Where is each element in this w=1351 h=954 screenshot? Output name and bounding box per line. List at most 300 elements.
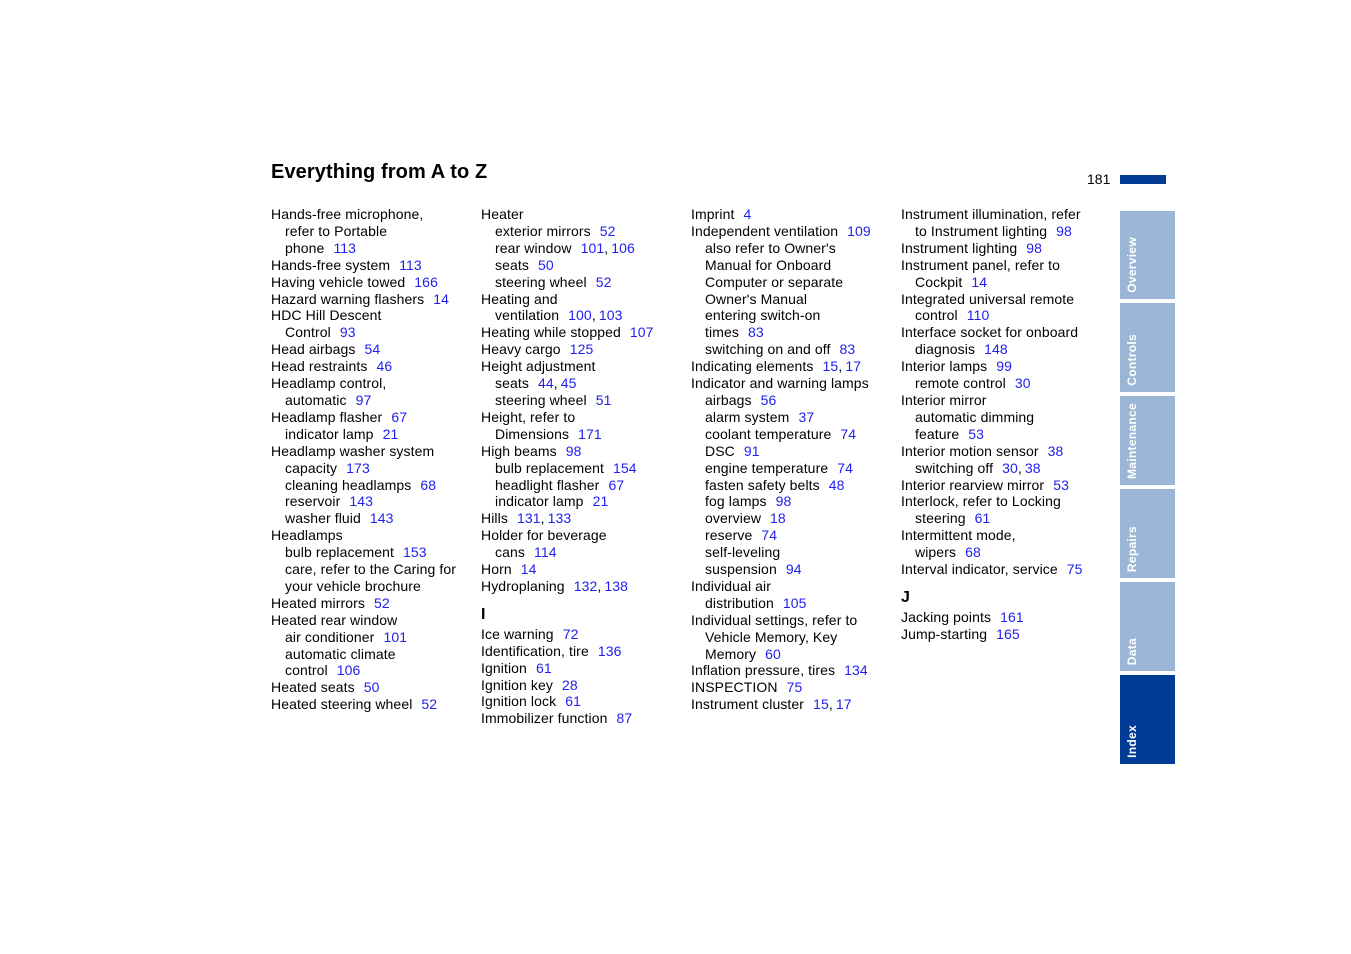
page-reference-link[interactable]: 14	[433, 290, 450, 307]
index-line	[481, 527, 681, 544]
page-reference-link[interactable]: 38	[1047, 442, 1064, 459]
index-term: indicator lamp	[495, 493, 584, 510]
index-entry	[901, 324, 1116, 358]
index-subentry	[691, 460, 891, 477]
index-subentry	[691, 307, 891, 341]
page-reference-link[interactable]: 18	[770, 510, 786, 527]
page-reference-link[interactable]: 14	[971, 273, 988, 290]
index-line	[271, 544, 471, 561]
index-line	[271, 612, 471, 629]
index-line	[901, 561, 1116, 578]
index-term: also refer to Owner's	[705, 239, 836, 256]
index-term: DSC	[705, 442, 735, 459]
index-subentry	[691, 426, 891, 443]
index-term: fasten safety belts	[705, 476, 820, 493]
index-subentry	[691, 493, 891, 510]
index-term: wipers	[915, 544, 957, 561]
index-line	[481, 358, 681, 375]
page-reference-link[interactable]: 165	[996, 625, 1020, 642]
tab-index[interactable]	[1120, 675, 1175, 764]
tab-label: Repairs	[1125, 525, 1139, 572]
page-reference-link[interactable]: 131	[516, 510, 541, 527]
index-term: Heating while stopped	[481, 324, 621, 341]
index-term: Headlamp control,	[271, 375, 387, 392]
index-line	[481, 660, 681, 677]
index-entry	[901, 291, 1116, 325]
index-line	[901, 527, 1116, 544]
index-subentry	[271, 544, 471, 561]
index-term: Ignition lock	[481, 693, 557, 710]
index-line	[481, 643, 681, 660]
index-line	[901, 206, 1116, 223]
index-term: Heated mirrors	[271, 594, 365, 611]
index-term: cans	[495, 544, 525, 561]
index-entry	[481, 206, 681, 223]
tab-overview[interactable]	[1120, 211, 1175, 299]
index-term: distribution	[705, 594, 774, 611]
page-reference-link[interactable]: 101	[580, 239, 605, 256]
page-reference-link[interactable]: 30	[1014, 375, 1031, 392]
tab-controls[interactable]	[1120, 303, 1175, 392]
index-entry	[901, 493, 1116, 527]
index-term: to Instrument lighting	[915, 222, 1048, 239]
page-reference-link[interactable]: 100	[568, 307, 592, 324]
page-reference-link[interactable]: 52	[373, 594, 390, 611]
index-line	[271, 274, 471, 291]
index-line	[271, 240, 471, 257]
index-subentry	[691, 409, 891, 426]
index-term: Headlamp flasher	[271, 408, 383, 425]
index-line	[271, 561, 471, 578]
page-reference-link[interactable]: 56	[760, 391, 777, 408]
index-line	[271, 527, 471, 544]
index-subentry	[481, 257, 681, 274]
index-line	[481, 426, 681, 443]
index-line	[691, 595, 891, 612]
index-term: control	[285, 662, 328, 679]
index-term: switching off	[915, 459, 994, 476]
page-reference-link[interactable]: 125	[569, 341, 594, 358]
page-reference-link[interactable]: 51	[595, 391, 612, 408]
index-entry	[271, 679, 471, 696]
index-term: Hands-free microphone,	[271, 206, 424, 222]
index-term: HDC Hill Descent	[271, 307, 382, 324]
index-entry	[901, 392, 1116, 409]
tab-label: Index	[1125, 725, 1139, 758]
index-term: remote control	[915, 375, 1006, 392]
index-line: Hills 131, 133	[481, 510, 572, 527]
page-reference-link[interactable]: 61	[535, 659, 552, 676]
index-entry	[481, 710, 681, 727]
index-line	[481, 710, 681, 727]
page-reference-link[interactable]: 133	[547, 510, 572, 527]
page-reference-link[interactable]: 136	[597, 642, 622, 659]
index-term: refer to Portable	[285, 222, 388, 239]
index-line	[901, 477, 1116, 494]
index-line: ventilation 100, 103	[495, 307, 623, 324]
index-line	[691, 307, 891, 324]
page-reference-link[interactable]: 87	[616, 710, 633, 727]
index-entry	[271, 257, 471, 274]
index-term: Ignition	[481, 659, 527, 676]
page-number-bar	[1120, 175, 1166, 184]
index-line	[481, 544, 681, 561]
page-reference-link[interactable]: 44	[537, 375, 554, 392]
index-line	[691, 629, 891, 646]
index-entry	[691, 358, 891, 375]
index-term: washer fluid	[285, 510, 361, 527]
page-reference-link[interactable]: 67	[391, 408, 408, 425]
index-line: Indicating elements 15, 17	[691, 358, 862, 375]
index-term: Heated rear window	[271, 611, 398, 628]
index-entry	[901, 257, 1116, 291]
index-line	[691, 426, 891, 443]
index-entry	[271, 341, 471, 358]
index-line	[271, 477, 471, 494]
page-reference-link[interactable]: 94	[785, 561, 802, 578]
index-entry	[481, 341, 681, 358]
index-line	[691, 341, 891, 358]
page-reference-link[interactable]: 68	[420, 476, 437, 493]
index-line	[901, 409, 1116, 426]
page-reference-link[interactable]: 91	[743, 442, 760, 459]
tab-data[interactable]	[1120, 582, 1175, 671]
page-reference-link[interactable]: 173	[346, 459, 370, 476]
index-line	[271, 257, 471, 274]
page-reference-link[interactable]: 103	[598, 307, 623, 324]
index-entry	[481, 409, 681, 443]
index-entry	[901, 527, 1116, 561]
index-line	[481, 341, 681, 358]
page-reference-link[interactable]: 21	[382, 425, 399, 442]
tab-repairs[interactable]	[1120, 489, 1175, 578]
page-reference-link[interactable]: 153	[403, 544, 427, 561]
page-reference-link[interactable]: 30	[1002, 459, 1018, 476]
page-reference-link[interactable]: 98	[1056, 222, 1072, 239]
index-line	[271, 595, 471, 612]
index-entry	[691, 375, 891, 392]
index-entry	[481, 510, 681, 527]
section-tabs	[1120, 211, 1175, 768]
page-reference-link[interactable]: 132	[573, 577, 598, 594]
index-term: Headlamps	[271, 527, 343, 544]
index-line	[691, 240, 891, 257]
page-reference-link[interactable]: 61	[974, 510, 991, 527]
index-line	[691, 291, 891, 308]
index-line	[901, 223, 1116, 240]
index-term: Hands-free system	[271, 256, 391, 273]
index-term: Immobilizer function	[481, 710, 608, 727]
page-reference-link[interactable]: 52	[421, 696, 438, 713]
page-reference-link[interactable]: 138	[604, 577, 629, 594]
page-reference-link[interactable]: 134	[844, 662, 868, 679]
page-reference-link[interactable]: 148	[984, 341, 1008, 358]
index-term: Interior lamps	[901, 358, 988, 375]
page-reference-link[interactable]: 74	[761, 527, 778, 544]
index-line	[481, 443, 681, 460]
index-term: Ice warning	[481, 625, 554, 642]
index-entry	[481, 358, 681, 375]
index-subentry	[691, 510, 891, 527]
page-reference-link[interactable]: 50	[537, 256, 554, 273]
index-term: automatic	[285, 391, 347, 408]
index-term: Interface socket for onboard	[901, 324, 1079, 341]
index-line	[481, 291, 681, 308]
page-reference-link[interactable]: 28	[562, 676, 578, 693]
page-reference-link[interactable]: 93	[339, 324, 356, 341]
index-line	[691, 578, 891, 595]
index-line	[271, 426, 471, 443]
index-term: Cockpit	[915, 273, 963, 290]
index-line	[901, 257, 1116, 274]
index-term: automatic dimming	[915, 408, 1035, 425]
index-entry	[271, 527, 471, 544]
index-line	[271, 375, 471, 392]
index-line	[271, 578, 471, 595]
index-line	[901, 341, 1116, 358]
index-entry	[901, 206, 1116, 240]
index-line	[901, 443, 1116, 460]
page-reference-link[interactable]: 21	[592, 493, 609, 510]
index-line	[691, 679, 891, 696]
page-reference-link[interactable]: 143	[349, 493, 374, 510]
page-title: Everything from A to Z	[271, 161, 488, 183]
index-term: Height, refer to	[481, 408, 576, 425]
index-term: Instrument panel, refer to	[901, 256, 1061, 273]
index-term: Identification, tire	[481, 642, 589, 659]
index-entry	[481, 527, 681, 561]
page-reference-link[interactable]: 171	[578, 425, 602, 442]
index-term: Computer or separate	[705, 273, 844, 290]
page-reference-link[interactable]: 14	[520, 561, 537, 578]
page-reference-link[interactable]: 15	[813, 696, 829, 713]
index-entry	[901, 626, 1116, 643]
index-term: Imprint	[691, 206, 735, 222]
index-term: steering wheel	[495, 391, 587, 408]
index-line	[271, 696, 471, 713]
index-line	[691, 274, 891, 291]
page-reference-link[interactable]: 166	[414, 273, 438, 290]
index-column-4	[901, 206, 1116, 643]
index-line	[271, 443, 471, 460]
index-line	[481, 693, 681, 710]
index-line	[901, 626, 1116, 643]
index-subentry	[271, 426, 471, 443]
index-line	[691, 392, 891, 409]
page-reference-link[interactable]: 101	[383, 628, 408, 645]
index-line	[271, 324, 471, 341]
index-subentry	[271, 477, 471, 494]
page-reference-link[interactable]: 15	[822, 358, 839, 375]
index-line	[901, 375, 1116, 392]
index-term: Ignition key	[481, 676, 554, 693]
index-line	[691, 662, 891, 679]
index-line	[901, 493, 1116, 510]
index-subentry	[271, 561, 471, 595]
index-term: Height adjustment	[481, 358, 596, 375]
page-reference-link[interactable]: 52	[595, 273, 612, 290]
page-reference-link[interactable]: 67	[608, 476, 625, 493]
index-entry	[271, 206, 471, 257]
index-term: control	[915, 307, 958, 324]
index-line	[271, 493, 471, 510]
index-subentry	[481, 477, 681, 494]
page-reference-link[interactable]: 83	[839, 341, 856, 358]
page-reference-link[interactable]: 52	[599, 222, 616, 239]
index-entry	[901, 443, 1116, 460]
page-reference-link[interactable]: 107	[629, 324, 654, 341]
page-reference-link[interactable]: 17	[835, 696, 852, 713]
index-line	[481, 206, 681, 223]
page-reference-link[interactable]: 75	[1066, 561, 1083, 578]
page-reference-link[interactable]: 72	[562, 625, 579, 642]
index-line	[481, 677, 681, 694]
index-line	[901, 358, 1116, 375]
index-entry	[901, 561, 1116, 578]
index-line	[481, 460, 681, 477]
page-reference-link[interactable]: 60	[765, 645, 781, 662]
index-entry	[271, 307, 471, 341]
index-subentry	[271, 629, 471, 646]
index-line	[481, 493, 681, 510]
index-line: rear window 101, 106	[495, 239, 635, 256]
index-entry	[691, 223, 891, 240]
page-reference-link[interactable]: 109	[847, 222, 871, 239]
index-subentry	[271, 510, 471, 527]
index-term: Head airbags	[271, 341, 356, 358]
page-reference-link[interactable]: 98	[1026, 239, 1043, 256]
index-line	[481, 223, 681, 240]
index-line	[481, 561, 681, 578]
page-reference-link[interactable]: 74	[837, 459, 853, 476]
index-line	[271, 409, 471, 426]
page-reference-link[interactable]: 74	[840, 425, 857, 442]
page-reference-link[interactable]: 98	[565, 442, 582, 459]
tab-label: Overview	[1125, 237, 1139, 293]
index-line	[271, 358, 471, 375]
index-term: seats	[495, 375, 529, 392]
index-entry	[481, 693, 681, 710]
index-term: bulb replacement	[495, 459, 604, 476]
index-entry	[481, 660, 681, 677]
page-reference-link[interactable]: 54	[364, 341, 381, 358]
page-reference-link[interactable]: 53	[1053, 476, 1069, 493]
page-reference-link[interactable]: 45	[560, 375, 577, 392]
index-entry	[271, 443, 471, 460]
index-subentry	[271, 646, 471, 680]
index-subentry	[481, 460, 681, 477]
page-reference-link[interactable]: 114	[533, 544, 557, 561]
page-reference-link[interactable]: 105	[782, 594, 807, 611]
index-subentry	[271, 460, 471, 477]
page-reference-link[interactable]: 53	[968, 425, 985, 442]
index-subentry	[481, 223, 681, 240]
index-line	[691, 257, 891, 274]
index-term: switching on and off	[705, 341, 831, 358]
index-line	[691, 477, 891, 494]
index-entry	[481, 578, 681, 595]
page-reference-link[interactable]: 83	[747, 324, 764, 341]
index-term: High beams	[481, 442, 557, 459]
page-reference-link[interactable]: 97	[355, 391, 372, 408]
page-reference-link[interactable]: 143	[369, 510, 394, 527]
index-entry	[481, 324, 681, 341]
index-subentry	[691, 443, 891, 460]
page-reference-link[interactable]: 37	[798, 408, 815, 425]
page-reference-link[interactable]: 4	[743, 206, 752, 222]
index-line: seats 44, 45	[495, 375, 577, 392]
page-reference-link[interactable]: 106	[336, 662, 361, 679]
index-line: switching off 30, 38	[915, 459, 1041, 476]
index-line	[481, 392, 681, 409]
page-reference-link[interactable]: 61	[565, 693, 582, 710]
index-entry	[691, 662, 891, 679]
index-column-3	[691, 206, 891, 713]
index-line	[691, 324, 891, 341]
page-reference-link[interactable]: 38	[1024, 459, 1041, 476]
index-entry	[271, 291, 471, 308]
index-line	[271, 662, 471, 679]
index-line	[271, 392, 471, 409]
index-term: Instrument illumination, refer	[901, 206, 1081, 222]
index-subentry	[691, 544, 891, 578]
page-reference-link[interactable]: 113	[333, 239, 357, 256]
index-entry	[901, 477, 1116, 494]
index-term: Hazard warning flashers	[271, 290, 425, 307]
index-term: suspension	[705, 561, 777, 578]
page-reference-link[interactable]: 98	[775, 493, 792, 510]
index-line	[691, 510, 891, 527]
page-reference-link[interactable]: 161	[1000, 608, 1024, 625]
page-reference-link[interactable]: 99	[996, 358, 1012, 375]
index-term: self-leveling	[705, 544, 781, 561]
page-reference-link[interactable]: 75	[786, 679, 803, 696]
index-column-1	[271, 206, 471, 713]
index-line	[481, 257, 681, 274]
index-entry	[481, 561, 681, 578]
index-term: capacity	[285, 459, 338, 476]
index-line	[271, 460, 471, 477]
page-reference-link[interactable]: 48	[828, 476, 845, 493]
page-reference-link[interactable]: 110	[966, 307, 990, 324]
index-line	[271, 206, 471, 223]
index-entry	[481, 443, 681, 460]
index-line	[691, 527, 891, 544]
index-line	[691, 409, 891, 426]
index-subentry	[481, 375, 681, 392]
page-reference-link[interactable]: 17	[845, 358, 862, 375]
page-reference-link[interactable]: 154	[613, 459, 637, 476]
index-term: bulb replacement	[285, 544, 394, 561]
index-line	[901, 291, 1116, 308]
index-term: Inflation pressure, tires	[691, 662, 836, 679]
index-term: Interval indicator, service	[901, 561, 1058, 578]
index-line	[271, 510, 471, 527]
index-entry	[481, 643, 681, 660]
page-reference-link[interactable]: 50	[363, 679, 380, 696]
page-reference-link[interactable]: 68	[965, 544, 981, 561]
index-term: Indicator and warning lamps	[691, 375, 869, 392]
tab-maintenance[interactable]	[1120, 396, 1175, 485]
page-reference-link[interactable]: 106	[611, 239, 635, 256]
index-entry	[271, 375, 471, 409]
index-term: Jump-starting	[901, 625, 988, 642]
index-line	[271, 646, 471, 663]
index-term: diagnosis	[915, 341, 976, 358]
index-line	[271, 679, 471, 696]
page-reference-link[interactable]: 46	[376, 358, 393, 375]
page-reference-link[interactable]: 113	[399, 256, 422, 273]
